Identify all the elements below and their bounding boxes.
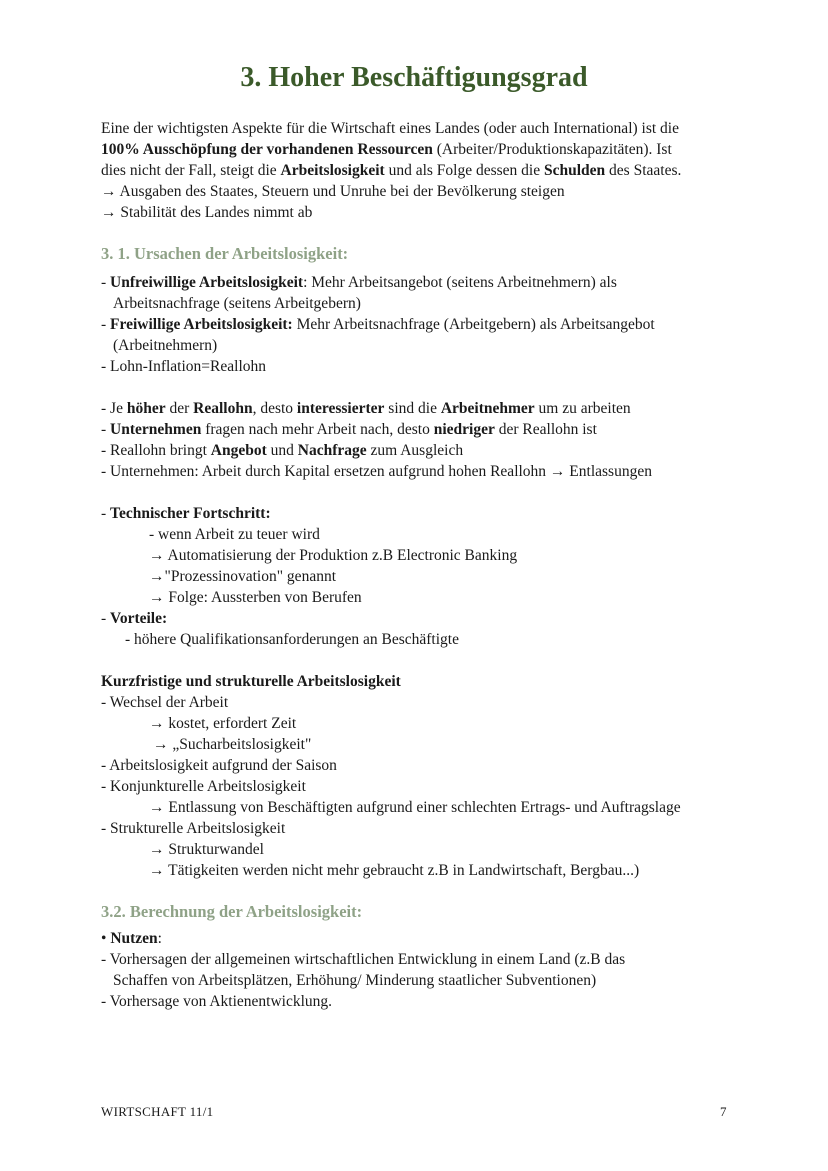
list-item-vorteile: - Vorteile: (101, 610, 168, 627)
list-item: - Lohn-Inflation=Reallohn (101, 358, 267, 375)
list-item: - Je höher der Reallohn, desto interessierter sind die Arbeitnehmer um zu arbeiten (101, 400, 631, 417)
list-item: - Reallohn bringt Angebot und Nachfrage zum Ausgleich (101, 442, 464, 459)
kurzfristige-heading: Kurzfristige und strukturelle Arbeitslosigkeit (101, 673, 401, 690)
list-item: - Unfreiwillige Arbeitslosigkeit: Mehr Arbeitsangebot (seitens Arbeitnehmern) als (101, 274, 617, 291)
section-heading-ursachen: 3. 1. Ursachen der Arbeitslosigkeit: (101, 244, 349, 263)
list-item: - Unternehmen: Arbeit durch Kapital ersetzen aufgrund hohen Reallohn → Entlassungen (101, 463, 652, 480)
sub-item: - wenn Arbeit zu teuer wird (149, 526, 320, 543)
footer-subject: WIRTSCHAFT 11/1 (101, 1104, 214, 1119)
list-item: - Vorhersagen der allgemeinen wirtschaftlichen Entwicklung in einem Land (z.B das (101, 951, 626, 968)
sub-item: - höhere Qualifikationsanforderungen an Beschäftigte (125, 631, 459, 648)
berechnung-list (101, 928, 741, 1012)
list-item-continuation: Schaffen von Arbeitsplätzen, Erhöhung/ Minderung staatlicher Subventionen) (113, 972, 597, 989)
sub-item: → Tätigkeiten werden nicht mehr gebraucht z.B in Landwirtschaft, Bergbau...) (149, 862, 640, 879)
intro-line-1: Eine der wichtigsten Aspekte für die Wirtschaft eines Landes (oder auch International) ist die (101, 120, 679, 137)
ursachen-list (101, 272, 741, 881)
intro-line-2: 100% Ausschöpfung der vorhandenen Ressourcen (Arbeiter/Produktionskapazitäten). Ist (101, 141, 672, 158)
list-item-continuation: (Arbeitnehmern) (113, 337, 218, 354)
sub-item: → Folge: Aussterben von Berufen (149, 589, 362, 606)
list-item: - Wechsel der Arbeit (101, 694, 229, 711)
list-item: - Strukturelle Arbeitslosigkeit (101, 820, 286, 837)
sub-item: → Automatisierung der Produktion z.B Electronic Banking (149, 547, 518, 564)
page-title: 3. Hoher Beschäftigungsgrad (240, 62, 588, 93)
section-heading-berechnung: 3.2. Berechnung der Arbeitslosigkeit: (101, 902, 363, 921)
sub-item: →"Prozessinovation" genannt (149, 568, 336, 585)
list-item-continuation: Arbeitsnachfrage (seitens Arbeitgebern) (113, 295, 361, 312)
intro-line-4: → Ausgaben des Staates, Steuern und Unruhe bei der Bevölkerung steigen (101, 183, 565, 200)
intro-paragraph (101, 118, 741, 223)
sub-item: → kostet, erfordert Zeit (149, 715, 297, 732)
intro-line-3: dies nicht der Fall, steigt die Arbeitslosigkeit und als Folge dessen die Schulden des Staates. (101, 162, 682, 179)
list-item-nutzen: • Nutzen: (101, 930, 162, 947)
sub-item: → „Sucharbeitslosigkeit" (153, 736, 312, 753)
list-item-technischer-fortschritt: - Technischer Fortschritt: (101, 505, 271, 522)
list-item: - Freiwillige Arbeitslosigkeit: Mehr Arbeitsnachfrage (Arbeitgebern) als Arbeitsangebot (101, 316, 655, 333)
sub-item: → Strukturwandel (149, 841, 264, 858)
list-item: - Arbeitslosigkeit aufgrund der Saison (101, 757, 337, 774)
list-item: - Unternehmen fragen nach mehr Arbeit nach, desto niedriger der Reallohn ist (101, 421, 597, 438)
list-item: - Vorhersage von Aktienentwicklung. (101, 993, 333, 1010)
footer-page-number: 7 (720, 1104, 727, 1119)
sub-item: → Entlassung von Beschäftigten aufgrund einer schlechten Ertrags- und Auftragslage (149, 799, 681, 816)
list-item: - Konjunkturelle Arbeitslosigkeit (101, 778, 306, 795)
intro-line-5: → Stabilität des Landes nimmt ab (101, 204, 313, 221)
